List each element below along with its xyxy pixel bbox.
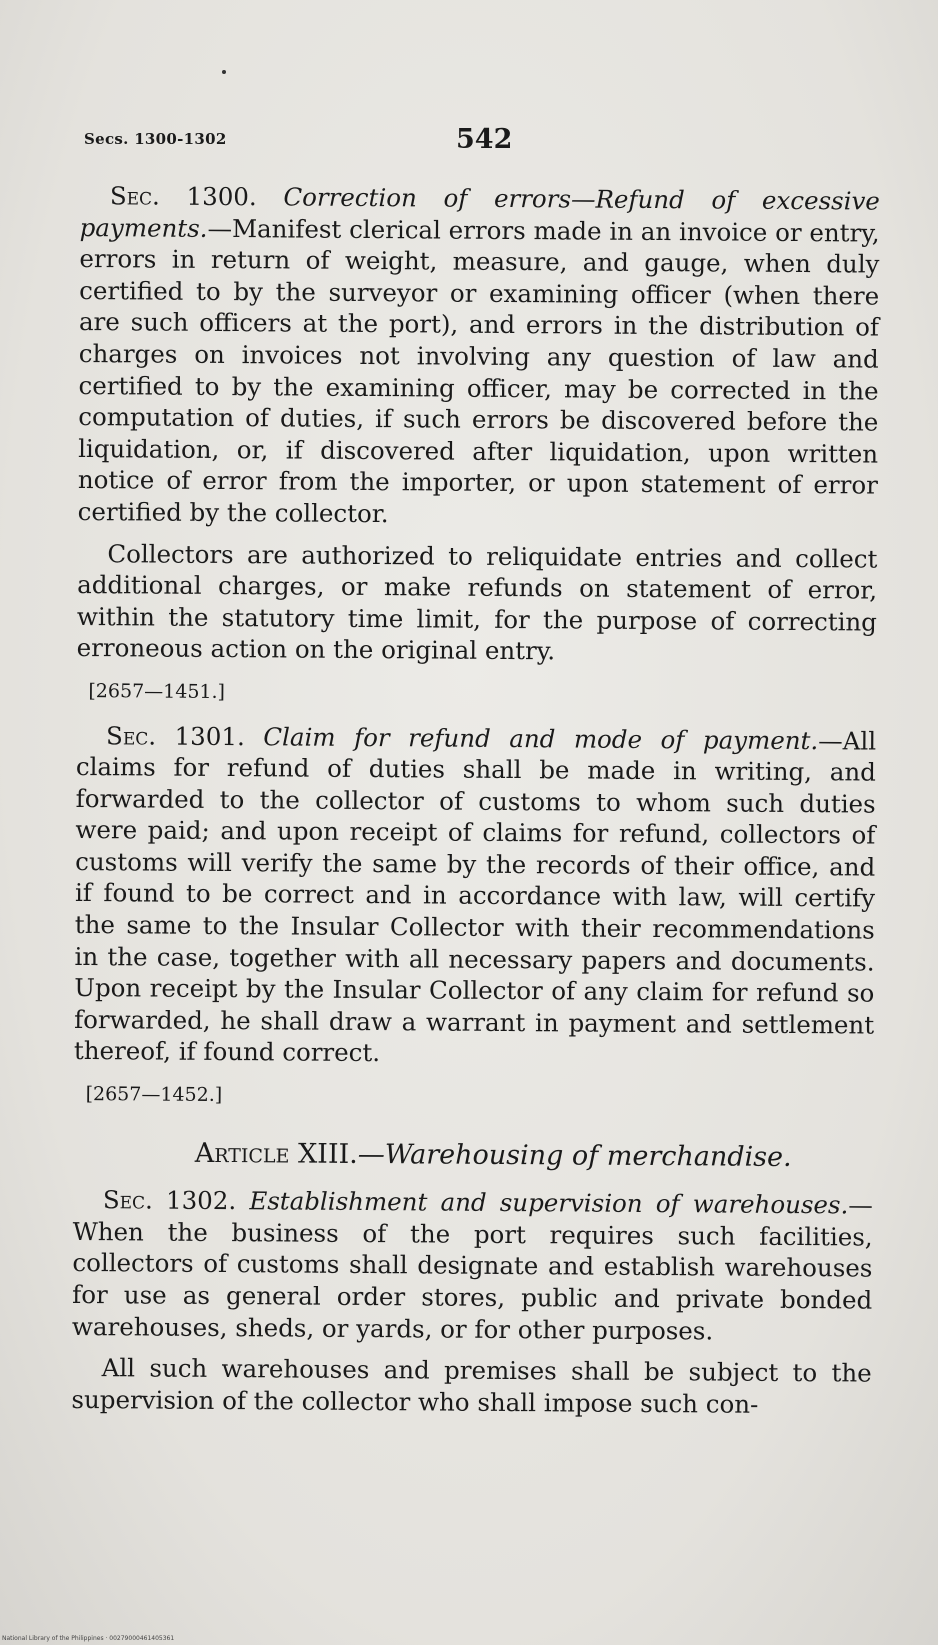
body-text	[71, 180, 880, 1421]
page-number: 542	[456, 124, 513, 155]
section-1300-title: Correction of errors—Refund of excessive payments.	[79, 182, 880, 243]
section-1300-body: —Manifest clerical errors made in an invoice or entry, errors in return of weight, measure, and gauge, when duly certified to by the surveyor or examining officer (when there are such officers at the port), and errors in the distribution of charges on invoices not involving any question of law and certified to by the examining officer, may be corrected in the computation of duties, if such errors be discovered before the liquidation, or, if discovered after liquidation, upon written notice of error from the importer, or upon statement of error certified by the collector.	[77, 213, 880, 529]
section-1301-title: Claim for refund and mode of payment.	[263, 721, 819, 755]
section-1302-paragraph	[72, 1184, 873, 1348]
article-label: Article XIII.	[194, 1137, 358, 1170]
section-1302-title: Establishment and supervision of warehouses.	[249, 1186, 849, 1220]
article-heading	[73, 1137, 873, 1174]
section-1301-label: Sec. 1301.	[106, 720, 245, 751]
section-1300-label: Sec. 1300.	[109, 181, 257, 212]
section-1300-reference: [2657—1451.]	[88, 679, 226, 703]
article-title: —Warehousing of merchandise.	[357, 1138, 792, 1173]
section-1301-paragraph	[74, 719, 876, 1072]
section-1302-paragraph-2: All such warehouses and premises shall be subject to the supervision of the collector who shall impose such con-	[71, 1353, 872, 1419]
ink-speck	[222, 70, 226, 74]
section-1301-body: —All claims for refund of duties shall be made in writing, and forwarded to the collector of customs to whom such duties were paid; and upon receipt of claims for refund, collectors of customs will verify the same by the records of their office, and if found to be correct and in accordance with law, will certify the same to the Insular Collector with their recommendations in the case, together with all necessary papers and documents. Upon receipt by the Insular Collector of any claim for refund so forwarded, he shall draw a warrant in payment and settlement thereof, if found correct.	[73, 725, 877, 1068]
section-1302-label: Sec. 1302.	[102, 1185, 237, 1216]
section-1301-reference: [2657—1452.]	[85, 1083, 223, 1107]
section-1300-paragraph-2: Collectors are authorized to reliquidate entries and collect additional charges, or make refunds on statement of error, within the statutory time limit, for the purpose of correcting erroneous action on the original entry.	[76, 538, 878, 666]
running-head: Secs. 1300-1302	[84, 130, 227, 148]
section-1302-body: —When the business of the port requires such facilities, collectors of customs shall designate and establish warehouses for use as general order stores, public and private bonded warehouses, sheds, or yards, or for other purposes.	[71, 1190, 873, 1346]
section-1300-paragraph	[78, 180, 880, 533]
footer-note: National Library of the Philippines · 00279000461405361	[2, 1635, 175, 1642]
